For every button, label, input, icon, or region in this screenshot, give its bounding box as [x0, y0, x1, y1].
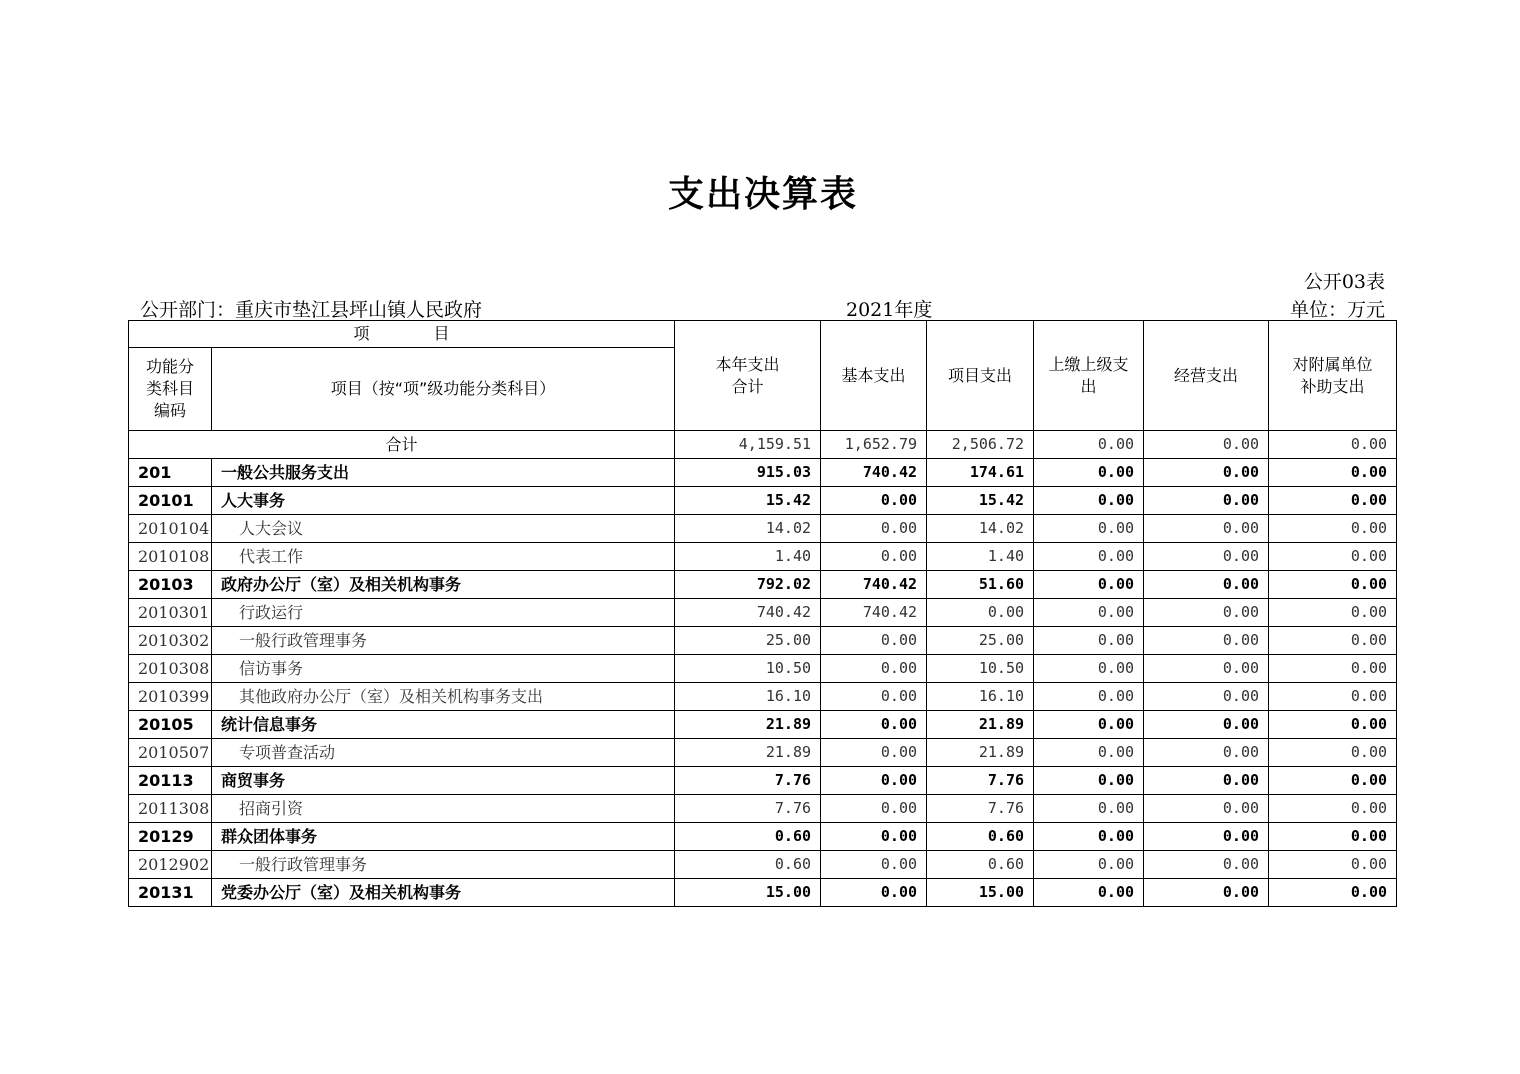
table-row: [129, 795, 1397, 823]
table-row: [129, 543, 1397, 571]
row-value: 740.42: [821, 459, 927, 487]
row-value: 15.00: [675, 879, 821, 907]
row-value: 0.00: [821, 515, 927, 543]
row-value: 0.00: [1269, 683, 1397, 711]
total-value: 0.00: [1144, 431, 1269, 459]
row-value: 0.00: [1269, 655, 1397, 683]
header-business: 经营支出: [1144, 321, 1269, 431]
row-value: 174.61: [927, 459, 1034, 487]
row-value: 0.00: [1034, 487, 1144, 515]
header-basic: 基本支出: [821, 321, 927, 431]
row-value: 0.00: [1144, 515, 1269, 543]
row-code: 20113: [129, 767, 212, 795]
row-value: 21.89: [675, 739, 821, 767]
unit-label: 单位：万元: [1289, 299, 1385, 321]
row-name: 一般行政管理事务: [212, 627, 675, 655]
row-value: 0.00: [821, 851, 927, 879]
table-row: [129, 879, 1397, 907]
row-value: 0.00: [1034, 795, 1144, 823]
row-value: 7.76: [675, 767, 821, 795]
table-row: [129, 571, 1397, 599]
total-value: 2,506.72: [927, 431, 1034, 459]
row-name: 群众团体事务: [212, 823, 675, 851]
row-code: 2010507: [129, 739, 212, 767]
table-row: [129, 487, 1397, 515]
row-code: 20129: [129, 823, 212, 851]
row-value: 0.00: [1269, 627, 1397, 655]
row-value: 1.40: [675, 543, 821, 571]
row-name: 人大事务: [212, 487, 675, 515]
header-total: 本年支出合计: [675, 321, 821, 431]
row-value: 0.00: [1034, 515, 1144, 543]
row-value: 25.00: [675, 627, 821, 655]
row-value: 0.00: [821, 879, 927, 907]
row-value: 0.00: [1144, 599, 1269, 627]
table-row: [129, 599, 1397, 627]
row-value: 0.00: [821, 795, 927, 823]
table-row: [129, 823, 1397, 851]
row-value: 0.00: [1034, 683, 1144, 711]
row-value: 21.89: [927, 739, 1034, 767]
total-value: 0.00: [1269, 431, 1397, 459]
fiscal-year: 2021年度: [846, 299, 933, 321]
table-row: [129, 515, 1397, 543]
row-code: 2012902: [129, 851, 212, 879]
row-value: 0.00: [821, 823, 927, 851]
row-value: 792.02: [675, 571, 821, 599]
row-value: 0.00: [1269, 711, 1397, 739]
row-name: 一般行政管理事务: [212, 851, 675, 879]
total-label: 合计: [129, 431, 675, 459]
row-code: 2010399: [129, 683, 212, 711]
row-value: 0.00: [1144, 739, 1269, 767]
page-title: 支出决算表: [667, 174, 858, 215]
row-code: 2010301: [129, 599, 212, 627]
row-value: 10.50: [927, 655, 1034, 683]
header-upper: 上缴上级支出: [1034, 321, 1144, 431]
row-value: 0.00: [1269, 515, 1397, 543]
row-value: 0.00: [1269, 879, 1397, 907]
row-value: 51.60: [927, 571, 1034, 599]
row-value: 0.00: [1034, 599, 1144, 627]
row-value: 14.02: [927, 515, 1034, 543]
row-value: 0.00: [1144, 459, 1269, 487]
row-name: 商贸事务: [212, 767, 675, 795]
row-value: 0.00: [1144, 543, 1269, 571]
row-value: 0.00: [1144, 711, 1269, 739]
row-value: 0.00: [1034, 459, 1144, 487]
row-value: 15.00: [927, 879, 1034, 907]
row-value: 0.00: [1034, 571, 1144, 599]
row-value: 915.03: [675, 459, 821, 487]
header-name: 项目（按“项”级功能分类科目）: [212, 348, 675, 431]
total-row: [129, 431, 1397, 459]
row-value: 14.02: [675, 515, 821, 543]
row-code: 2010308: [129, 655, 212, 683]
table-row: [129, 739, 1397, 767]
row-value: 740.42: [821, 571, 927, 599]
row-name: 招商引资: [212, 795, 675, 823]
row-code: 2010104: [129, 515, 212, 543]
row-name: 一般公共服务支出: [212, 459, 675, 487]
row-code: 20103: [129, 571, 212, 599]
row-value: 0.60: [675, 851, 821, 879]
row-value: 740.42: [675, 599, 821, 627]
header-item-group: 项 目: [129, 321, 675, 348]
row-name: 党委办公厅（室）及相关机构事务: [212, 879, 675, 907]
row-value: 15.42: [675, 487, 821, 515]
row-value: 0.00: [821, 767, 927, 795]
row-value: 21.89: [927, 711, 1034, 739]
row-value: 0.00: [1034, 739, 1144, 767]
row-value: 7.76: [927, 795, 1034, 823]
row-value: 0.00: [1144, 487, 1269, 515]
row-name: 信访事务: [212, 655, 675, 683]
total-value: 0.00: [1034, 431, 1144, 459]
row-value: 0.00: [1034, 851, 1144, 879]
row-value: 0.00: [1034, 543, 1144, 571]
row-value: 7.76: [927, 767, 1034, 795]
row-code: 2010302: [129, 627, 212, 655]
header-code: 功能分类科目编码: [129, 348, 212, 431]
row-value: 0.00: [1034, 627, 1144, 655]
row-name: 统计信息事务: [212, 711, 675, 739]
row-value: 0.00: [821, 543, 927, 571]
expenditure-table: [128, 320, 1397, 907]
row-value: 0.60: [927, 851, 1034, 879]
header-subsidy: 对附属单位补助支出: [1269, 321, 1397, 431]
row-value: 0.00: [1144, 655, 1269, 683]
row-value: 7.76: [675, 795, 821, 823]
total-value: 4,159.51: [675, 431, 821, 459]
row-value: 0.00: [1144, 795, 1269, 823]
table-row: [129, 711, 1397, 739]
row-value: 0.00: [1144, 767, 1269, 795]
row-value: 0.00: [1034, 711, 1144, 739]
row-code: 201: [129, 459, 212, 487]
row-value: 0.00: [1144, 823, 1269, 851]
header-project: 项目支出: [927, 321, 1034, 431]
row-value: 0.00: [1034, 823, 1144, 851]
table-row: [129, 627, 1397, 655]
row-value: 16.10: [675, 683, 821, 711]
row-value: 0.00: [1034, 655, 1144, 683]
row-value: 0.00: [1144, 571, 1269, 599]
row-value: 0.00: [1269, 599, 1397, 627]
row-value: 0.00: [821, 683, 927, 711]
row-value: 25.00: [927, 627, 1034, 655]
row-name: 代表工作: [212, 543, 675, 571]
row-code: 20131: [129, 879, 212, 907]
row-value: 0.00: [821, 739, 927, 767]
table-row: [129, 683, 1397, 711]
row-value: 0.00: [927, 599, 1034, 627]
row-value: 0.00: [1144, 851, 1269, 879]
row-value: 1.40: [927, 543, 1034, 571]
row-value: 0.00: [821, 655, 927, 683]
row-name: 人大会议: [212, 515, 675, 543]
row-code: 20105: [129, 711, 212, 739]
row-name: 行政运行: [212, 599, 675, 627]
row-value: 0.00: [1269, 767, 1397, 795]
row-value: 0.00: [1269, 459, 1397, 487]
row-value: 10.50: [675, 655, 821, 683]
row-value: 0.60: [927, 823, 1034, 851]
row-value: 0.00: [1144, 683, 1269, 711]
row-value: 0.00: [1269, 739, 1397, 767]
table-row: [129, 851, 1397, 879]
row-value: 0.00: [1269, 795, 1397, 823]
row-code: 2011308: [129, 795, 212, 823]
row-value: 0.00: [1269, 487, 1397, 515]
row-name: 其他政府办公厅（室）及相关机构事务支出: [212, 683, 675, 711]
row-value: 0.00: [1269, 543, 1397, 571]
row-value: 0.60: [675, 823, 821, 851]
total-value: 1,652.79: [821, 431, 927, 459]
row-value: 0.00: [1269, 823, 1397, 851]
row-value: 21.89: [675, 711, 821, 739]
row-value: 0.00: [821, 627, 927, 655]
row-value: 0.00: [1144, 627, 1269, 655]
row-value: 0.00: [821, 487, 927, 515]
row-value: 0.00: [821, 711, 927, 739]
row-value: 0.00: [1034, 767, 1144, 795]
department-label: 公开部门：重庆市垫江县坪山镇人民政府: [140, 299, 483, 321]
row-code: 20101: [129, 487, 212, 515]
row-value: 0.00: [1144, 879, 1269, 907]
table-number: 公开03表: [1303, 271, 1385, 293]
table-row: [129, 655, 1397, 683]
row-value: 0.00: [1269, 851, 1397, 879]
row-name: 专项普查活动: [212, 739, 675, 767]
row-value: 16.10: [927, 683, 1034, 711]
row-code: 2010108: [129, 543, 212, 571]
row-value: 15.42: [927, 487, 1034, 515]
table-row: [129, 767, 1397, 795]
row-value: 0.00: [1269, 571, 1397, 599]
row-value: 0.00: [1034, 879, 1144, 907]
table-row: [129, 459, 1397, 487]
row-name: 政府办公厅（室）及相关机构事务: [212, 571, 675, 599]
row-value: 740.42: [821, 599, 927, 627]
